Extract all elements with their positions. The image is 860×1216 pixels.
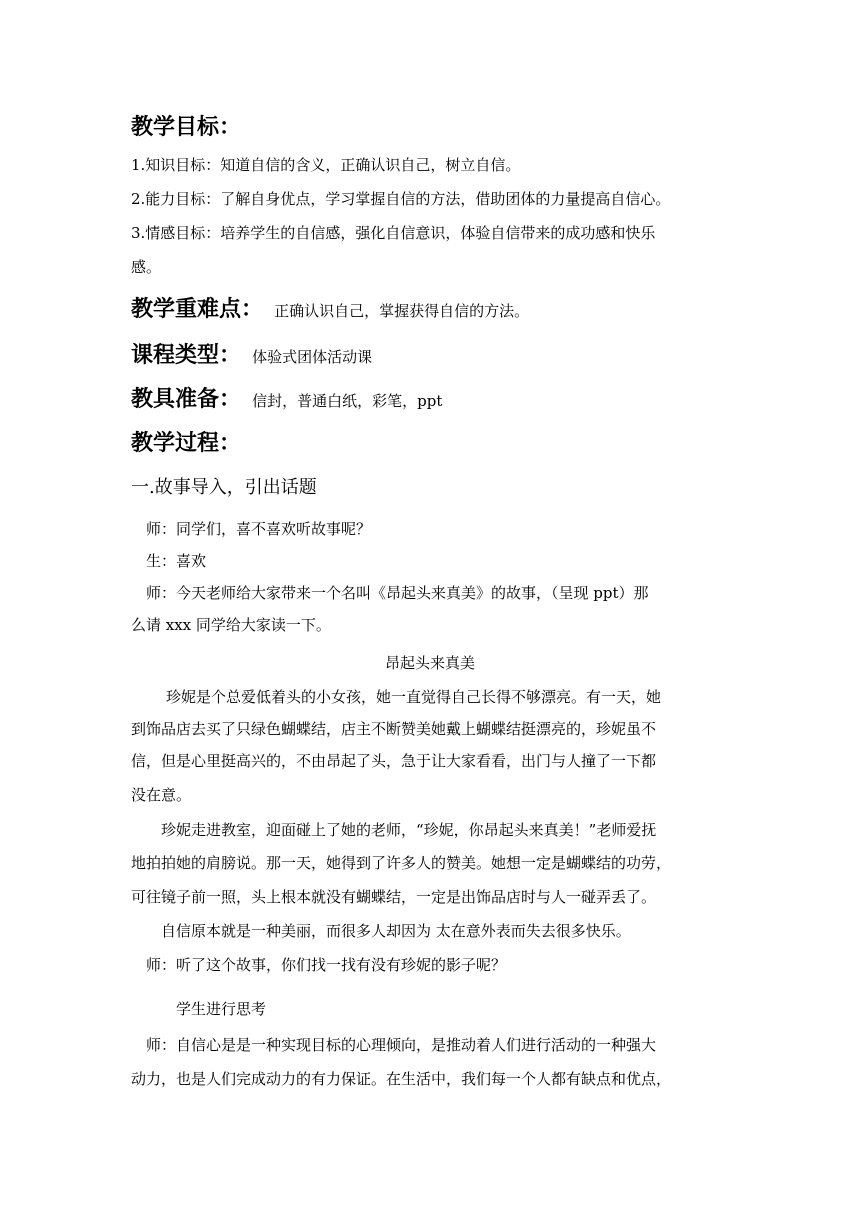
story-line: 自信原本就是一种美丽，而很多人却因为 太在意外表而失去很多快乐。 (161, 922, 631, 940)
goal-line: 感。 (131, 258, 162, 276)
course-type-value: 体验式团体活动课 (252, 348, 373, 366)
story-line: 珍妮是个总爱低着头的小女孩，她一直觉得自己长得不够漂亮。有一天，她 (166, 688, 662, 706)
goal-line: 2.能力目标：了解自身优点，学习掌握自信的方法，借助团体的力量提高自信心。 (131, 190, 671, 208)
story-line: 珍妮走进教室，迎面碰上了她的老师，“珍妮，你昂起头来真美！”老师爱抚 (161, 821, 657, 839)
key-points-label: 教学重难点： (131, 297, 264, 322)
heading-teaching-process: 教学过程： (131, 431, 242, 456)
key-points-value: 正确认识自己，掌握获得自信的方法。 (274, 302, 530, 320)
story-title: 昂起头来真美 (384, 654, 475, 672)
story-line: 信，但是心里挺高兴的，不由昂起了头，急于让大家看看，出门与人撞了一下都 (131, 752, 657, 770)
dialogue-line: 师：今天老师给大家带来一个名叫《昂起头来真美》的故事，（呈现 ppt）那 (146, 584, 649, 602)
after-line: 学生进行思考 (176, 1000, 267, 1018)
course-type-label: 课程类型： (131, 343, 242, 368)
section-heading: 一.故事导入，引出话题 (131, 477, 317, 498)
story-line: 地拍拍她的肩膀说。那一天，她得到了许多人的赞美。她想一定是蝴蝶结的功劳， (131, 854, 672, 872)
heading-teaching-goals: 教学目标： (131, 115, 242, 140)
goal-line: 3.情感目标：培养学生的自信感，强化自信意识，体验自信带来的成功感和快乐 (131, 224, 656, 242)
story-line: 没在意。 (131, 786, 192, 804)
after-line: 师：听了这个故事，你们找一找有没有珍妮的影子呢？ (146, 956, 507, 974)
key-points-row (131, 296, 529, 324)
after-line: 师：自信心是是一种实现目标的心理倾向，是推动着人们进行活动的一种强大 (146, 1036, 657, 1054)
after-line: 动力，也是人们完成动力的有力保证。在生活中，我们每一个人都有缺点和优点， (131, 1070, 672, 1088)
course-type-row (131, 342, 372, 370)
dialogue-line: 师：同学们，喜不喜欢听故事呢？ (146, 520, 372, 538)
story-line: 到饰品店去买了只绿色蝴蝶结，店主不断赞美她戴上蝴蝶结挺漂亮的，珍妮虽不 (131, 720, 657, 738)
materials-label: 教具准备： (131, 387, 242, 412)
materials-value: 信封，普通白纸，彩笔，ppt (252, 392, 443, 410)
dialogue-line: 么请 xxx 同学给大家读一下。 (131, 616, 331, 634)
story-line: 可往镜子前一照，头上根本就没有蝴蝶结，一定是出饰品店时与人一碰弄丢了。 (131, 888, 657, 906)
materials-row (131, 386, 442, 414)
goal-line: 1.知识目标：知道自信的含义，正确认识自己，树立自信。 (131, 156, 521, 174)
dialogue-line: 生：喜欢 (146, 552, 207, 570)
